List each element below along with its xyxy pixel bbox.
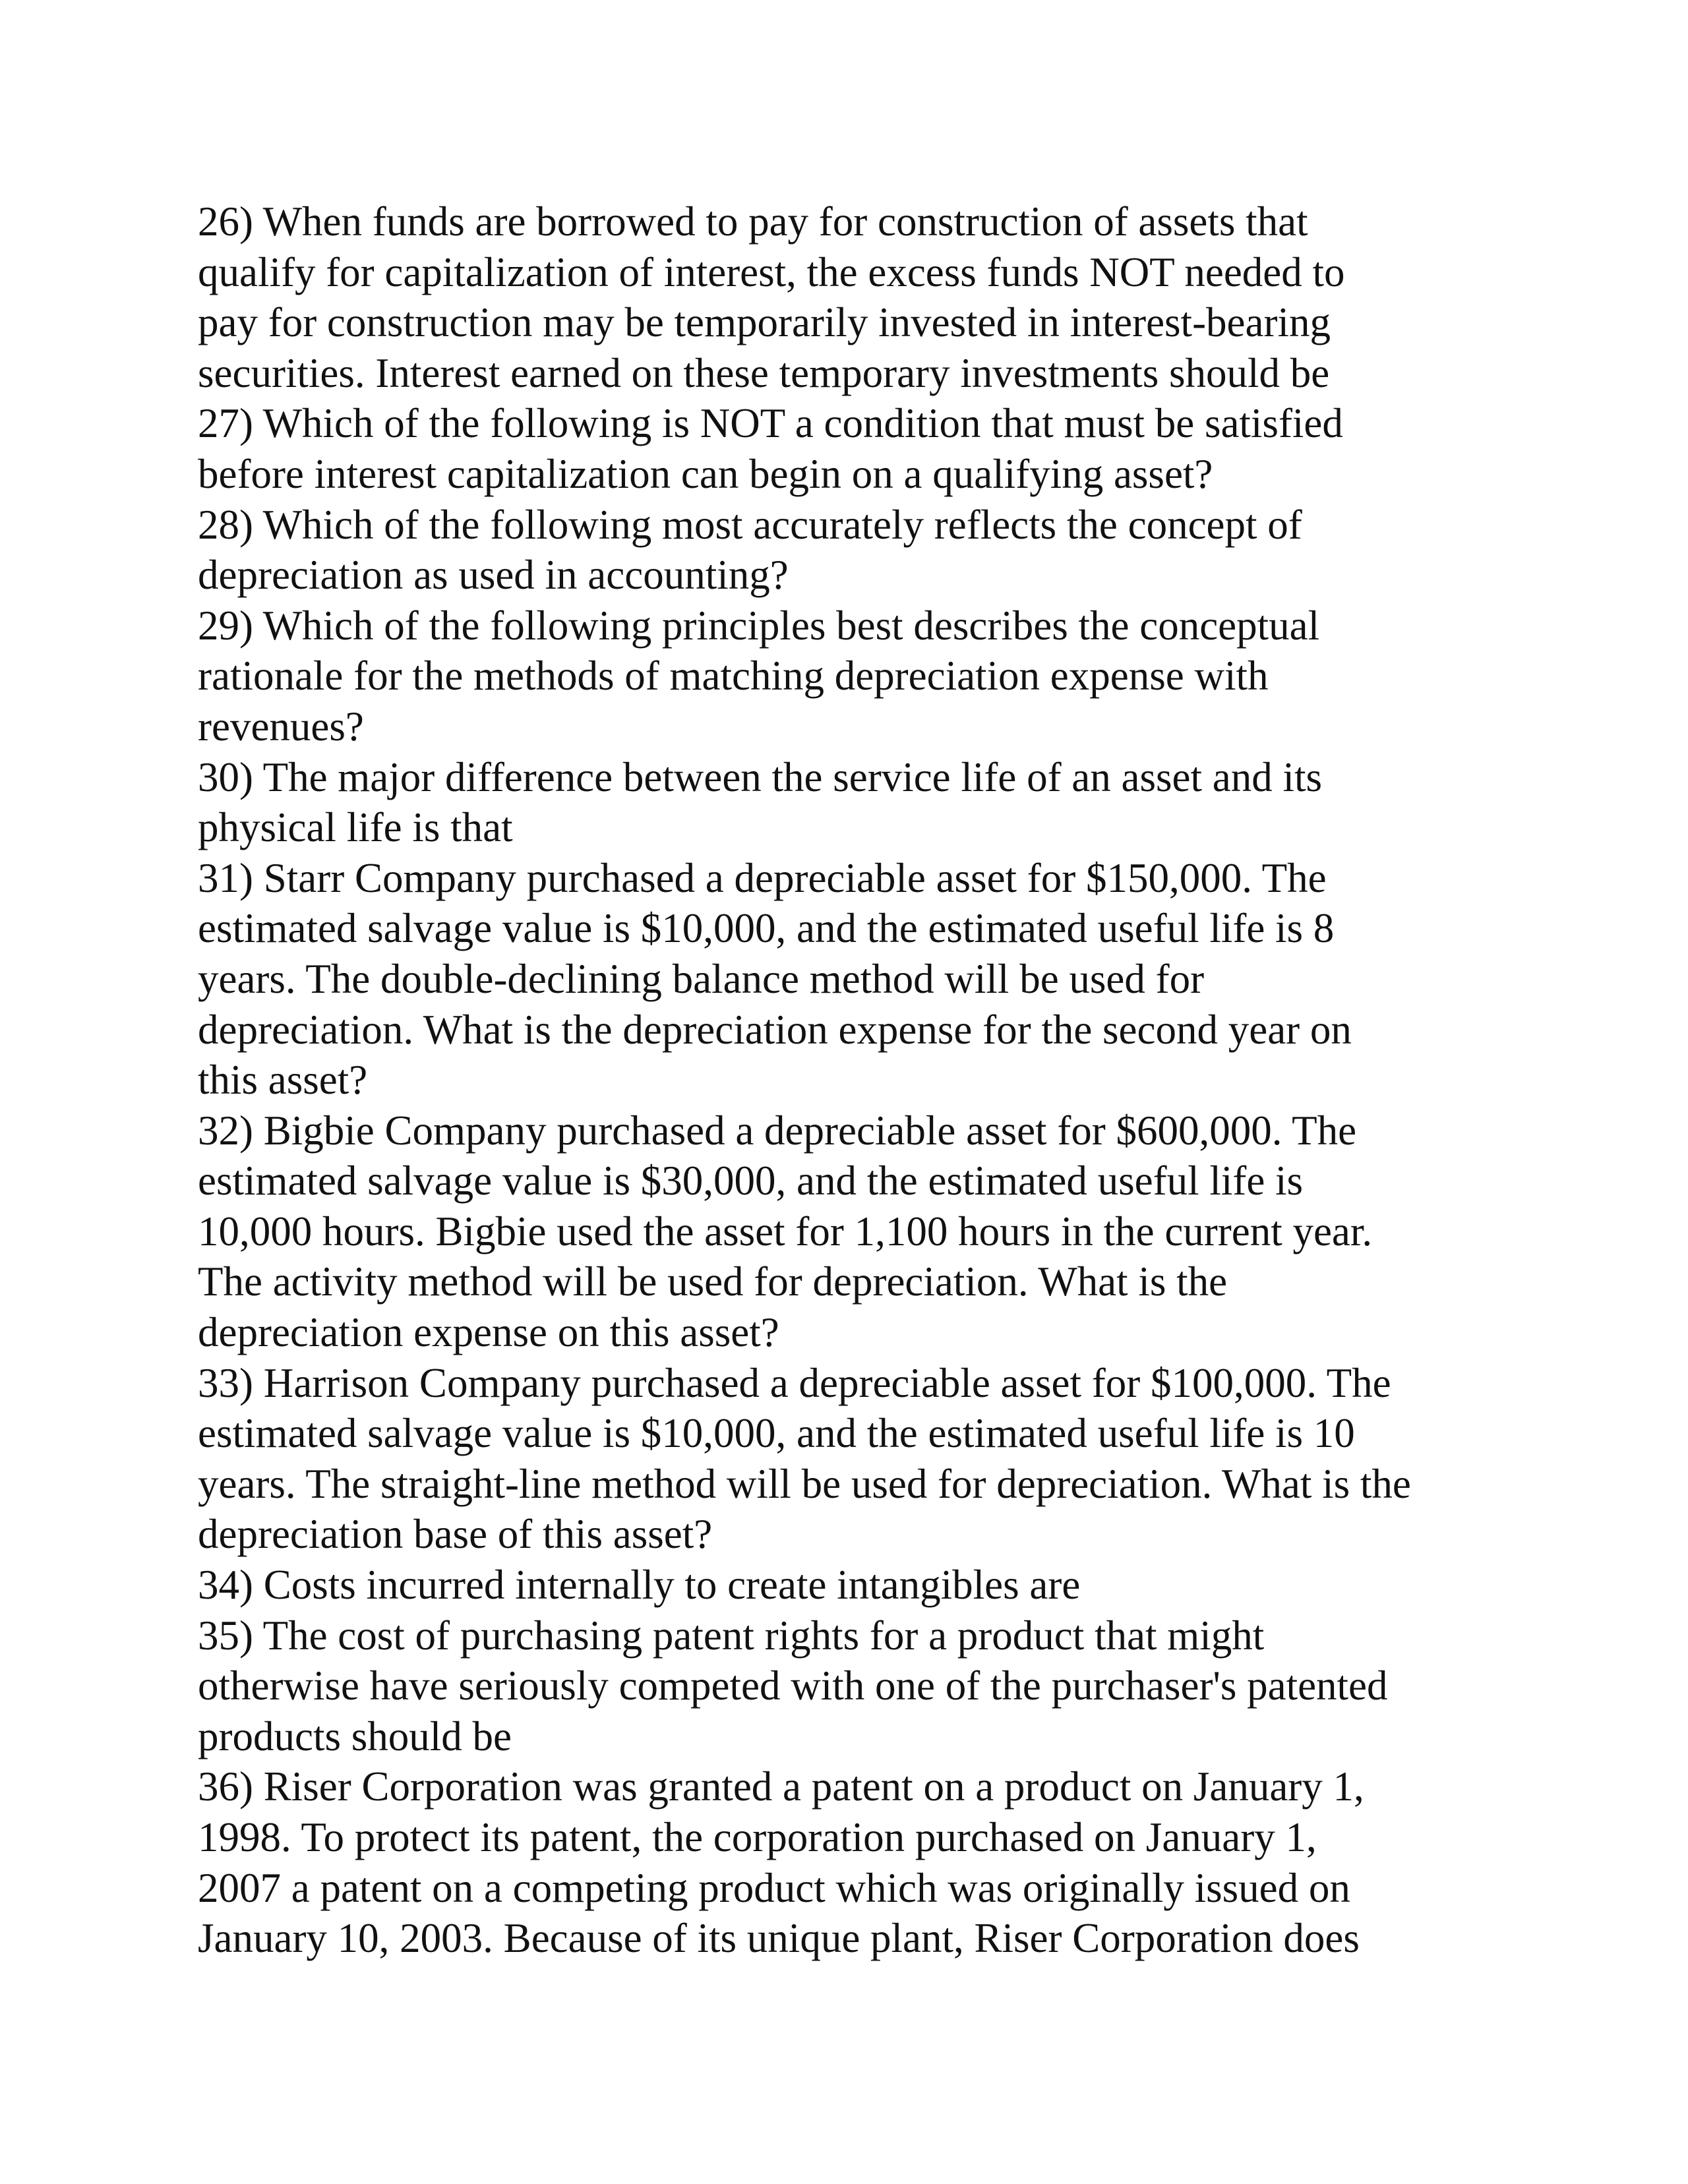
text-line: estimated salvage value is $30,000, and the estimated useful life is — [198, 1158, 1304, 1204]
text-line: this asset? — [198, 1057, 368, 1104]
text-line: 26) When funds are borrowed to pay for construction of assets that — [198, 198, 1308, 245]
text-line: depreciation base of this asset? — [198, 1511, 713, 1558]
text-line: estimated salvage value is $10,000, and the estimated useful life is 8 — [198, 905, 1335, 952]
text-line: securities. Interest earned on these temporary investments should be — [198, 349, 1330, 396]
text-line: January 10, 2003. Because of its unique plant, Riser Corporation does — [198, 1915, 1360, 1962]
text-line: 10,000 hours. Bigbie used the asset for 1,100 hours in the current year. — [198, 1208, 1373, 1254]
text-line: 34) Costs incurred internally to create intangibles are — [198, 1562, 1081, 1608]
text-line: qualify for capitalization of interest, the excess funds NOT needed to — [198, 249, 1345, 295]
text-line: 1998. To protect its patent, the corporation purchased on January 1, — [198, 1814, 1317, 1860]
text-line: rationale for the methods of matching depreciation expense with — [198, 653, 1269, 699]
text-line: 29) Which of the following principles best describes the conceptual — [198, 602, 1320, 649]
text-line: 30) The major difference between the service life of an asset and its — [198, 753, 1322, 800]
text-line: depreciation as used in accounting? — [198, 552, 789, 599]
text-line: 33) Harrison Company purchased a depreciable asset for $100,000. The — [198, 1359, 1391, 1406]
text-line: depreciation. What is the depreciation expense for the second year on — [198, 1006, 1352, 1053]
text-line: years. The straight-line method will be used for depreciation. What is the — [198, 1460, 1411, 1507]
text-line: 32) Bigbie Company purchased a depreciable asset for $600,000. The — [198, 1107, 1357, 1154]
text-line: physical life is that — [198, 804, 513, 851]
text-line: 35) The cost of purchasing patent rights for a product that might — [198, 1612, 1265, 1659]
text-line: 2007 a patent on a competing product which was originally issued on — [198, 1864, 1350, 1911]
text-line: 27) Which of the following is NOT a condition that must be satisfied — [198, 400, 1343, 447]
text-line: depreciation expense on this asset? — [198, 1309, 779, 1356]
text-line: estimated salvage value is $10,000, and the estimated useful life is 10 — [198, 1410, 1355, 1457]
text-line: 36) Riser Corporation was granted a patent on a product on January 1, — [198, 1763, 1364, 1810]
text-line: products should be — [198, 1713, 512, 1759]
text-line: The activity method will be used for depreciation. What is the — [198, 1258, 1228, 1305]
text-line: 31) Starr Company purchased a depreciable asset for $150,000. The — [198, 854, 1327, 901]
text-line: years. The double-declining balance method will be used for — [198, 955, 1205, 1002]
text-line: pay for construction may be temporarily invested in interest-bearing — [198, 299, 1331, 346]
text-line: otherwise have seriously competed with one of the purchaser's patented — [198, 1663, 1388, 1709]
text-line: 28) Which of the following most accurately reflects the concept of — [198, 501, 1302, 548]
question-text-block — [198, 196, 1517, 1964]
text-line: revenues? — [198, 703, 364, 750]
text-line: before interest capitalization can begin on a qualifying asset? — [198, 450, 1213, 497]
